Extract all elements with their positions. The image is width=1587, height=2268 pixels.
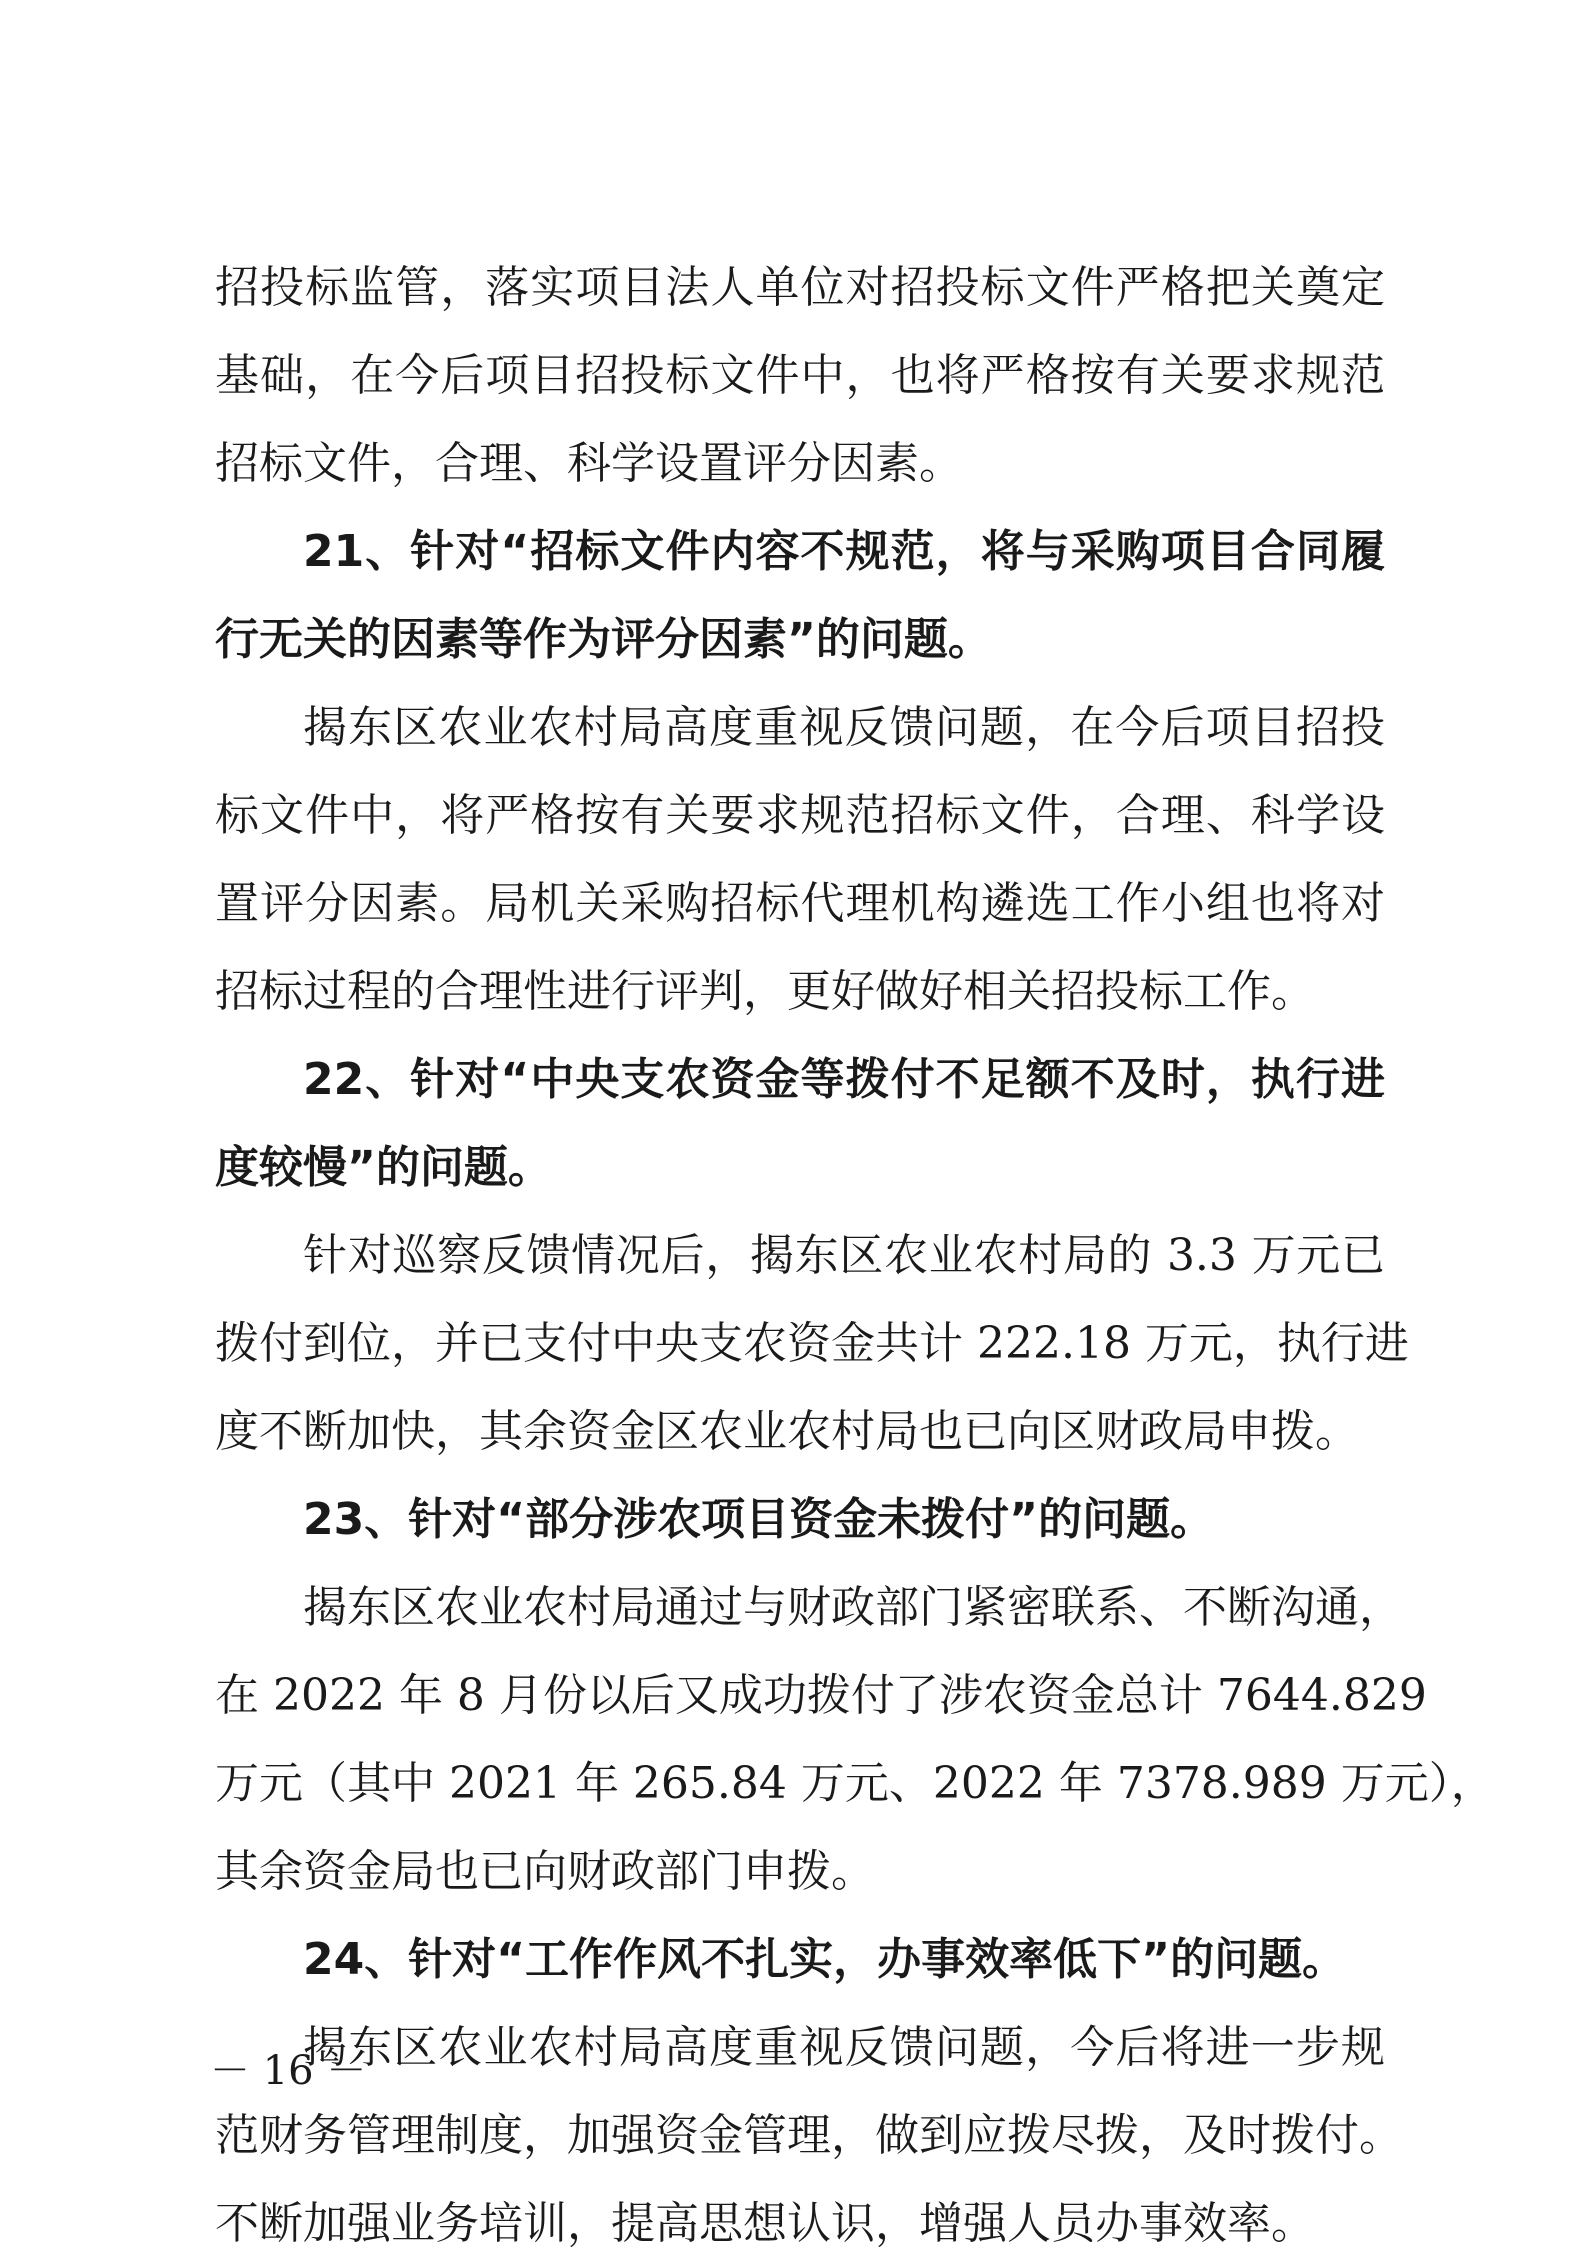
paragraph-line: 针对巡察反馈情况后，揭东区农业农村局的 3.3 万元已	[303, 1230, 1385, 1281]
paragraph-line: 范财务管理制度，加强资金管理，做到应拨尽拨，及时拨付。	[215, 2110, 1403, 2161]
paragraph-line: 置评分因素。局机关采购招标代理机构遴选工作小组也将对	[215, 878, 1385, 929]
section-heading-22: 22、针对“中央支农资金等拨付不足额不及时，执行进	[303, 1054, 1385, 1105]
paragraph-line: 在 2022 年 8 月份以后又成功拨付了涉农资金总计 7644.829	[215, 1670, 1427, 1721]
page-number: － 16 －	[210, 2048, 367, 2094]
paragraph-line: 揭东区农业农村局高度重视反馈问题，今后将进一步规	[303, 2022, 1385, 2073]
paragraph-line: 招标文件，合理、科学设置评分因素。	[215, 438, 963, 489]
paragraph-line: 揭东区农业农村局高度重视反馈问题，在今后项目招投	[303, 702, 1385, 753]
document-body	[215, 244, 1495, 2268]
section-heading-24: 24、针对“工作作风不扎实，办事效率低下”的问题。	[303, 1934, 1347, 1985]
paragraph-line: 其余资金局也已向财政部门申拨。	[215, 1846, 875, 1897]
paragraph-line: 招标过程的合理性进行评判，更好做好相关招投标工作。	[215, 966, 1315, 1017]
paragraph-line: 揭东区农业农村局通过与财政部门紧密联系、不断沟通，	[303, 1582, 1403, 1633]
paragraph-line: 拨付到位，并已支付中央支农资金共计 222.18 万元，执行进	[215, 1318, 1409, 1369]
paragraph-line: 标文件中，将严格按有关要求规范招标文件，合理、科学设	[215, 790, 1385, 841]
paragraph-line: 基础，在今后项目招投标文件中，也将严格按有关要求规范	[215, 350, 1385, 401]
section-heading-22-cont: 度较慢”的问题。	[215, 1142, 552, 1193]
paragraph-line: 万元（其中 2021 年 265.84 万元、2022 年 7378.989 万元），	[215, 1758, 1495, 1809]
paragraph-line: 度不断加快，其余资金区农业农村局也已向区财政局申拨。	[215, 1406, 1359, 1457]
paragraph-line: 招投标监管，落实项目法人单位对招投标文件严格把关奠定	[215, 262, 1385, 313]
paragraph-line: 不断加强业务培训，提高思想认识，增强人员办事效率。	[215, 2198, 1315, 2249]
section-heading-23: 23、针对“部分涉农项目资金未拨付”的问题。	[303, 1494, 1215, 1545]
section-heading-21-cont: 行无关的因素等作为评分因素”的问题。	[215, 614, 992, 665]
section-heading-21: 21、针对“招标文件内容不规范，将与采购项目合同履	[303, 526, 1385, 577]
